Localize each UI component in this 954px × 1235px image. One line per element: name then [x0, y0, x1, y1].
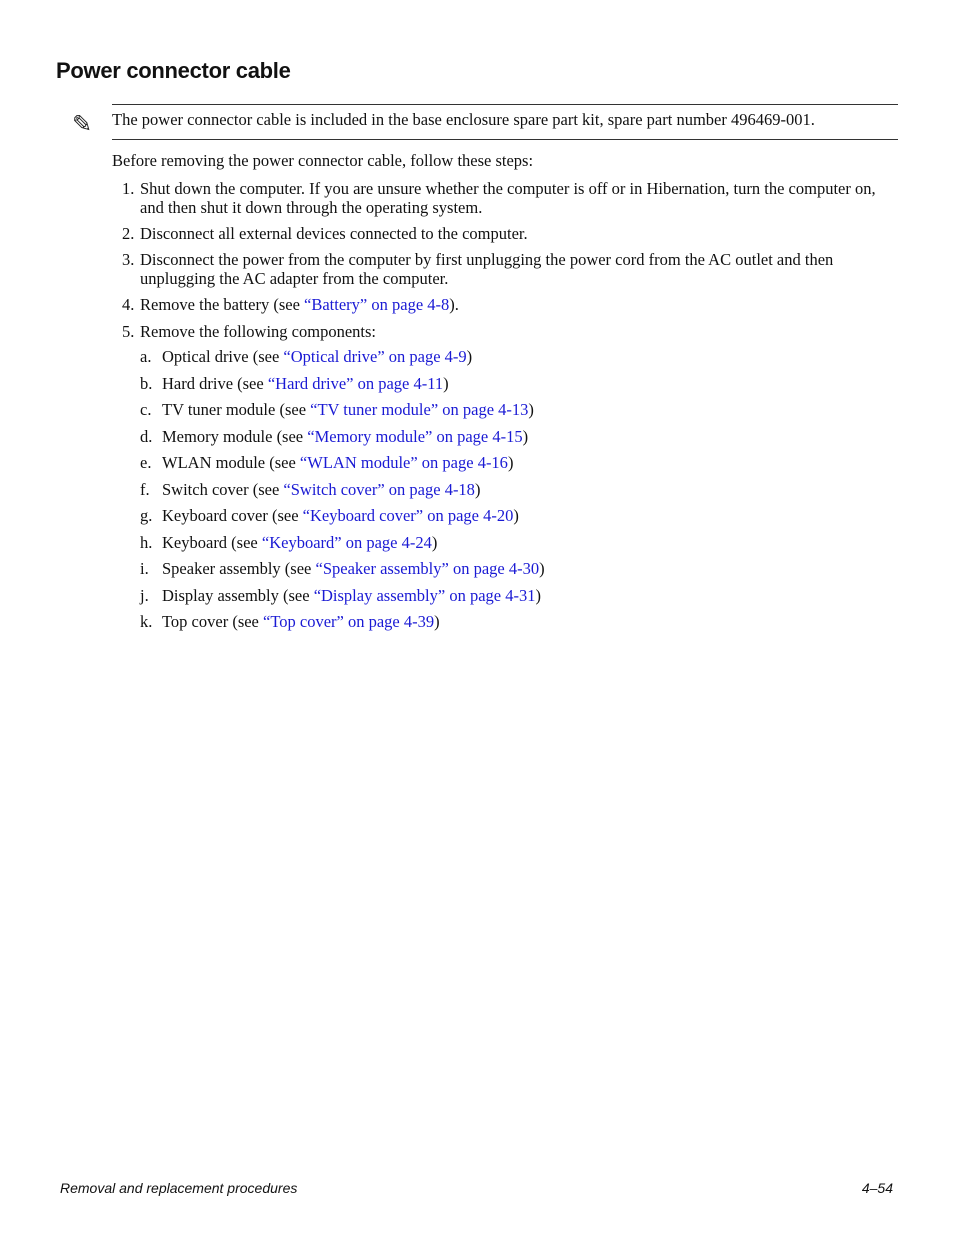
step-text: Disconnect all external devices connected to the computer. — [140, 224, 528, 243]
component-text — [162, 586, 541, 606]
component-link[interactable]: “Top cover” on page 4-39 — [263, 612, 435, 631]
component-link[interactable]: “Keyboard” on page 4-24 — [261, 533, 432, 552]
component-link[interactable]: “Display assembly” on page 4-31 — [313, 586, 536, 605]
component-letter: h. — [140, 533, 153, 552]
step-text-prefix: Remove the battery (see — [140, 295, 305, 314]
component-link[interactable]: “Hard drive” on page 4-11 — [267, 374, 444, 393]
component-text — [162, 374, 449, 394]
component-text-suffix: ) — [434, 612, 440, 631]
component-link[interactable]: “Switch cover” on page 4-18 — [283, 480, 475, 499]
component-text-suffix: ) — [513, 506, 519, 525]
component-letter: i. — [140, 559, 149, 578]
step-text: Shut down the computer. If you are unsure whether the computer is off or in Hibernation, turn the computer on, and then shut it down through the operating system. — [140, 179, 876, 217]
component-text-suffix: ) — [528, 400, 534, 419]
component-text — [162, 480, 480, 500]
component-text-suffix: ) — [539, 559, 545, 578]
component-letter: d. — [140, 427, 153, 446]
component-link[interactable]: “Speaker assembly” on page 4-30 — [315, 559, 540, 578]
component-text — [162, 612, 440, 632]
component-text — [162, 400, 534, 420]
component-text-suffix: ) — [443, 374, 449, 393]
component-text — [162, 453, 513, 473]
intro-text: Before removing the power connector cable, follow these steps: — [112, 151, 534, 170]
component-text-suffix: ) — [474, 480, 481, 499]
footer-page-number: 4–54 — [861, 1180, 893, 1196]
section-heading: Power connector cable — [56, 58, 291, 83]
component-text-prefix: Display assembly (see — [162, 586, 314, 605]
component-text-suffix: ) — [507, 453, 514, 472]
component-text-prefix: Keyboard cover (see — [162, 506, 303, 525]
component-letter: k. — [140, 612, 153, 631]
component-text-prefix: WLAN module (see — [162, 453, 300, 472]
step-number: 1. — [122, 179, 135, 198]
component-letter: e. — [140, 453, 152, 472]
component-link[interactable]: “Memory module” on page 4-15 — [307, 427, 523, 446]
note-text: The power connector cable is included in the base enclosure spare part kit, spare part number 496469-001. — [112, 110, 815, 129]
component-link[interactable]: “Keyboard cover” on page 4-20 — [302, 506, 514, 525]
component-text-suffix: ) — [431, 533, 438, 552]
pencil-note-icon: ✎ — [72, 110, 93, 138]
step-text: Disconnect the power from the computer by first unplugging the power cord from the AC outlet and then unplugging the AC adapter from the computer. — [140, 250, 834, 288]
step-text — [140, 295, 900, 314]
component-text-suffix: ) — [522, 427, 529, 446]
component-text-suffix: ) — [466, 347, 473, 366]
component-text — [162, 347, 472, 367]
component-text-prefix: Memory module (see — [162, 427, 308, 446]
component-text-prefix: Hard drive (see — [162, 374, 268, 393]
step-text-suffix: ). — [449, 295, 459, 314]
component-text-prefix: Speaker assembly (see — [162, 559, 316, 578]
component-text-prefix: Switch cover (see — [162, 480, 284, 499]
component-letter: c. — [140, 400, 152, 419]
component-text — [162, 559, 545, 579]
footer-section-title: Removal and replacement procedures — [60, 1180, 298, 1196]
battery-link[interactable]: “Battery” on page 4-8 — [304, 295, 450, 314]
component-text — [162, 427, 528, 447]
step-text: Remove the following components: — [140, 322, 377, 341]
step-number: 4. — [122, 295, 135, 314]
note-box — [112, 104, 898, 140]
component-text — [162, 506, 519, 526]
step-number: 3. — [122, 250, 135, 269]
component-text-prefix: Top cover (see — [162, 612, 264, 631]
component-letter: j. — [140, 586, 149, 605]
component-link[interactable]: “Optical drive” on page 4-9 — [283, 347, 467, 366]
component-letter: g. — [140, 506, 153, 525]
component-text-suffix: ) — [535, 586, 541, 605]
component-text — [162, 533, 437, 553]
component-letter: a. — [140, 347, 152, 366]
component-text-prefix: Optical drive (see — [162, 347, 284, 366]
component-link[interactable]: “TV tuner module” on page 4-13 — [310, 400, 529, 419]
component-text-prefix: TV tuner module (see — [162, 400, 311, 419]
component-link[interactable]: “WLAN module” on page 4-16 — [299, 453, 508, 472]
step-number: 2. — [122, 224, 135, 243]
component-text-prefix: Keyboard (see — [162, 533, 262, 552]
component-letter: b. — [140, 374, 153, 393]
step-number: 5. — [122, 322, 135, 341]
component-letter: f. — [140, 480, 150, 499]
